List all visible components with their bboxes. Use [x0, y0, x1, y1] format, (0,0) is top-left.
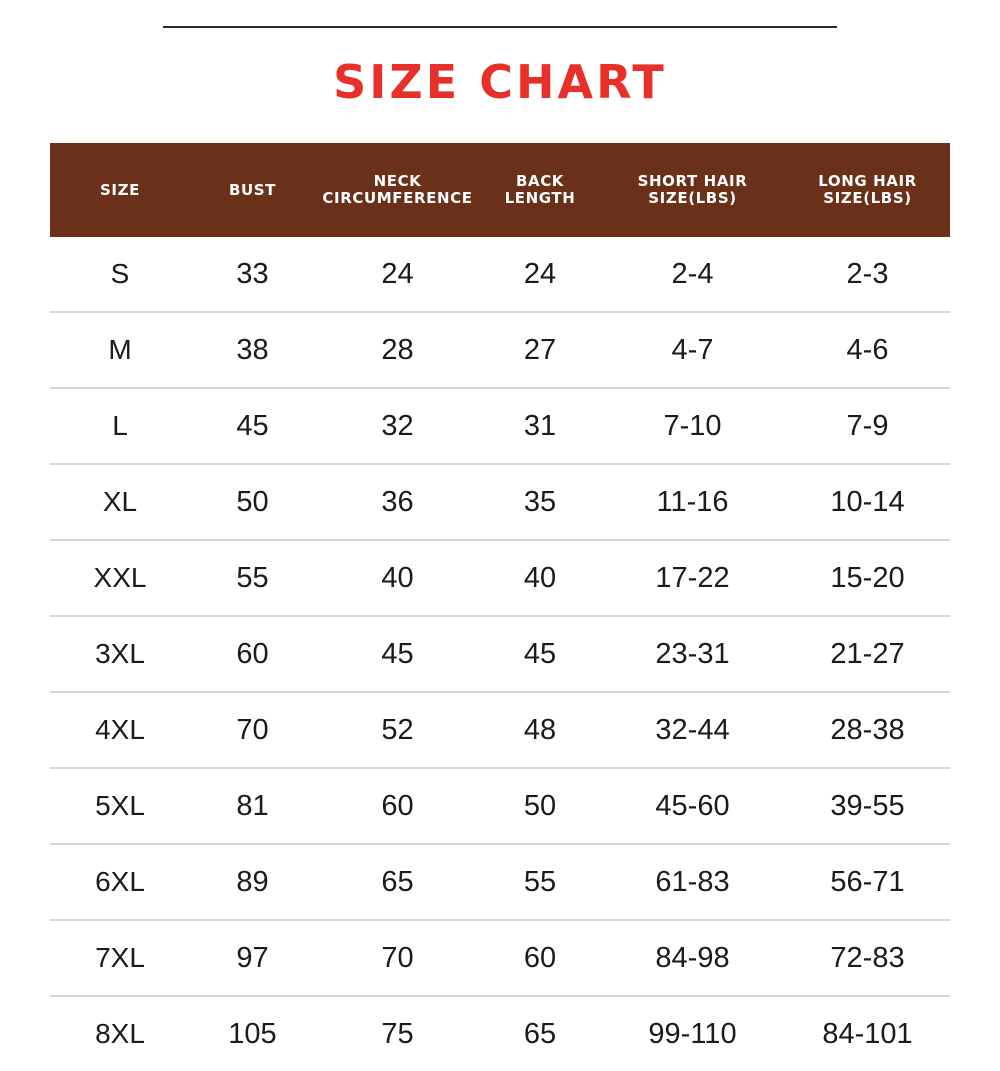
cell-bust: 45 [190, 388, 315, 464]
cell-bust: 55 [190, 540, 315, 616]
page-title: SIZE CHART [333, 55, 667, 109]
cell-back-length: 27 [480, 312, 600, 388]
cell-size: M [50, 312, 190, 388]
column-header-line: NECK [373, 172, 422, 190]
cell-short-hair: 17-22 [600, 540, 785, 616]
table-body [50, 237, 950, 1071]
cell-bust: 105 [228, 1017, 277, 1050]
table-row [50, 920, 950, 996]
column-header-long-hair-size [785, 143, 950, 237]
column-header-line: LONG HAIR [818, 172, 917, 190]
cell-short-hair: 45-60 [600, 768, 785, 844]
cell-long-hair: 28-38 [785, 692, 950, 768]
column-header-line: SHORT HAIR [637, 172, 748, 190]
cell-back-length: 50 [480, 768, 600, 844]
cell-back-length: 60 [480, 920, 600, 996]
cell-back-length: 45 [480, 616, 600, 692]
column-header-line: SIZE(LBS) [823, 189, 912, 207]
cell-back-length: 48 [480, 692, 600, 768]
column-header-back-length [480, 143, 600, 237]
table-row [50, 616, 950, 692]
column-header-line: BUST [228, 180, 277, 199]
cell-bust: 33 [190, 237, 315, 312]
cell-neck: 40 [315, 540, 480, 616]
table-row [50, 768, 950, 844]
cell-size: 4XL [50, 692, 190, 768]
table-row [50, 237, 950, 312]
cell-short-hair: 4-7 [600, 312, 785, 388]
cell-long-hair: 15-20 [785, 540, 950, 616]
cell-neck: 24 [315, 237, 480, 312]
cell-back-length: 35 [480, 464, 600, 540]
column-header-bust [190, 143, 315, 237]
cell-bust: 70 [190, 692, 315, 768]
cell-back-length: 65 [523, 1017, 557, 1050]
column-header-line: SIZE(LBS) [648, 189, 737, 207]
cell-back-length: 31 [480, 388, 600, 464]
cell-short-hair: 84-98 [600, 920, 785, 996]
table-row [50, 540, 950, 616]
cell-size: 5XL [50, 768, 190, 844]
cell-size: S [50, 237, 190, 312]
cell-short-hair: 23-31 [600, 616, 785, 692]
size-chart-table [50, 143, 950, 1071]
cell-neck: 60 [315, 768, 480, 844]
cell-long-hair: 2-3 [785, 237, 950, 312]
cell-size: 3XL [50, 616, 190, 692]
cell-long-hair: 4-6 [785, 312, 950, 388]
cell-bust: 50 [190, 464, 315, 540]
cell-neck: 52 [315, 692, 480, 768]
cell-long-hair: 84-101 [822, 1017, 913, 1050]
cell-back-length: 55 [480, 844, 600, 920]
cell-size: 8XL [95, 1018, 145, 1049]
cell-bust: 60 [190, 616, 315, 692]
cell-back-length: 40 [480, 540, 600, 616]
table-row [50, 996, 950, 1071]
cell-size: 6XL [50, 844, 190, 920]
column-header-neck-circumference [315, 143, 480, 237]
cell-short-hair: 99-110 [648, 1017, 737, 1050]
table-row [50, 464, 950, 540]
cell-long-hair: 39-55 [785, 768, 950, 844]
column-header-line: SIZE [100, 180, 140, 199]
cell-size: XXL [50, 540, 190, 616]
cell-bust: 81 [190, 768, 315, 844]
top-divider [163, 26, 837, 28]
table-row [50, 388, 950, 464]
column-header-short-hair-size [600, 143, 785, 237]
cell-neck: 45 [315, 616, 480, 692]
cell-neck: 70 [315, 920, 480, 996]
cell-short-hair: 2-4 [600, 237, 785, 312]
cell-long-hair: 72-83 [785, 920, 950, 996]
cell-long-hair: 7-9 [785, 388, 950, 464]
column-header-line: LENGTH [504, 189, 576, 207]
size-chart-table-container [50, 143, 950, 1071]
cell-size: L [50, 388, 190, 464]
column-header-size [50, 143, 190, 237]
cell-back-length: 24 [480, 237, 600, 312]
cell-long-hair: 21-27 [785, 616, 950, 692]
cell-bust: 38 [190, 312, 315, 388]
table-row [50, 844, 950, 920]
cell-size: XL [50, 464, 190, 540]
cell-neck: 32 [315, 388, 480, 464]
column-header-line: BACK [515, 172, 565, 190]
cell-bust: 89 [190, 844, 315, 920]
cell-short-hair: 32-44 [600, 692, 785, 768]
cell-short-hair: 61-83 [600, 844, 785, 920]
table-row [50, 312, 950, 388]
table-header-row [50, 143, 950, 237]
cell-neck: 36 [315, 464, 480, 540]
cell-bust: 97 [190, 920, 315, 996]
cell-short-hair: 11-16 [600, 464, 785, 540]
cell-short-hair: 7-10 [600, 388, 785, 464]
cell-size: 7XL [50, 920, 190, 996]
cell-long-hair: 56-71 [785, 844, 950, 920]
cell-neck: 28 [315, 312, 480, 388]
table-row [50, 692, 950, 768]
cell-neck: 65 [315, 844, 480, 920]
cell-long-hair: 10-14 [785, 464, 950, 540]
table-header [50, 143, 950, 237]
column-header-line: CIRCUMFERENCE [322, 189, 473, 207]
cell-neck: 75 [381, 1017, 414, 1050]
